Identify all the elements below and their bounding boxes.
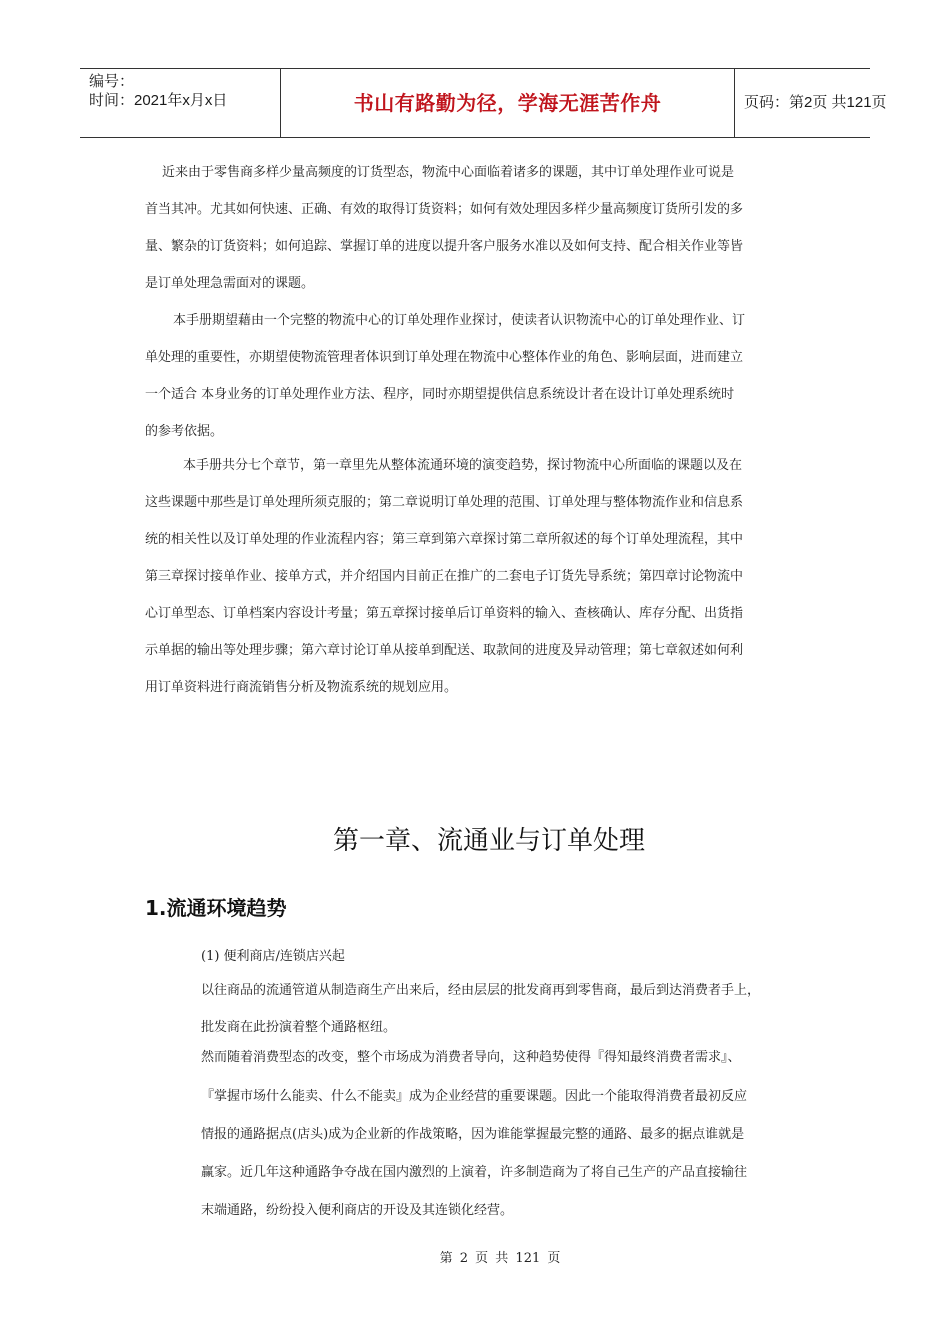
text-line: 『掌握市场什么能卖、什么不能卖』成为企业经营的重要课题。因此一个能取得消费者最初反应 <box>201 1089 748 1104</box>
text-line: 情报的通路据点(店头)成为企业新的作战策略，因为谁能掌握最完整的通路、最多的据点谁就是 <box>201 1127 745 1142</box>
section-title: 1.流通环境趋势 <box>145 896 287 920</box>
text-line: 是订单处理急需面对的课题。 <box>145 276 315 291</box>
header-motto: 书山有路勤为径，学海无涯苦作舟 <box>353 91 662 115</box>
chapter-title: 第一章、流通业与订单处理 <box>332 826 645 856</box>
text-line: 单处理的重要性，亦期望使物流管理者体识到订单处理在物流中心整体作业的角色、影响层面，进而建立 <box>145 350 744 365</box>
text-line: 本手册期望藉由一个完整的物流中心的订单处理作业探讨，使读者认识物流中心的订单处理作业、订 <box>173 313 746 328</box>
text-line: 一个适合 本身业务的订单处理作业方法、程序，同时亦期望提供信息系统设计者在设计订单处理系统时 <box>145 387 735 402</box>
page-footer: 第 2 页 共 121 页 <box>439 1251 561 1266</box>
text-line: 量、繁杂的订货资料；如何追踪、掌握订单的进度以提升客户服务水准以及如何支持、配合相关作业等皆 <box>145 239 744 254</box>
text-line: 然而随着消费型态的改变，整个市场成为消费者导向，这种趋势使得『得知最终消费者需求』、 <box>201 1050 741 1065</box>
text-line: 近来由于零售商多样少量高频度的订货型态，物流中心面临着诸多的课题，其中订单处理作业可说是 <box>162 165 735 180</box>
time-label: 时间：2021年x月x日 <box>89 92 228 109</box>
subsection-title: (1) 便利商店/连锁店兴起 <box>201 949 345 964</box>
text-line: 示单据的输出等处理步骤；第六章讨论订单从接单到配送、取款间的进度及异动管理；第七章叙述如何利 <box>145 643 744 658</box>
text-line: 心订单型态、订单档案内容设计考量；第五章探讨接单后订单资料的输入、查核确认、库存分配、出货指 <box>145 606 744 621</box>
header-meta-cell <box>80 69 280 137</box>
text-line: 批发商在此扮演着整个通路枢纽。 <box>201 1020 397 1035</box>
text-line: 末端通路，纷纷投入便利商店的开设及其连锁化经营。 <box>201 1203 514 1218</box>
text-line: 以往商品的流通管道从制造商生产出来后，经由层层的批发商再到零售商，最后到达消费者手上， <box>201 983 761 998</box>
header-page-info: 页码：第2页 共121页 <box>744 94 887 111</box>
text-line: 首当其冲。尤其如何快速、正确、有效的取得订货资料；如何有效处理因多样少量高频度订货所引发的多 <box>145 202 744 217</box>
header-table <box>80 68 887 138</box>
text-line: 第三章探讨接单作业、接单方式，并介绍国内目前正在推广的二套电子订货先导系统；第四章讨论物流中 <box>145 569 744 584</box>
text-line: 统的相关性以及订单处理的作业流程内容；第三章到第六章探讨第二章所叙述的每个订单处理流程，其中 <box>145 532 744 547</box>
text-line: 赢家。近几年这种通路争夺战在国内激烈的上演着，许多制造商为了将自己生产的产品直接输往 <box>201 1165 748 1180</box>
serial-number-label: 编号： <box>89 73 135 90</box>
header-divider <box>734 69 735 137</box>
text-line: 这些课题中那些是订单处理所须克服的；第二章说明订单处理的范围、订单处理与整体物流作业和信息系 <box>145 495 744 510</box>
text-line: 用订单资料进行商流销售分析及物流系统的规划应用。 <box>145 680 458 695</box>
text-line: 本手册共分七个章节，第一章里先从整体流通环境的演变趋势，探讨物流中心所面临的课题以及在 <box>183 458 743 473</box>
text-line: 的参考依据。 <box>145 424 224 439</box>
